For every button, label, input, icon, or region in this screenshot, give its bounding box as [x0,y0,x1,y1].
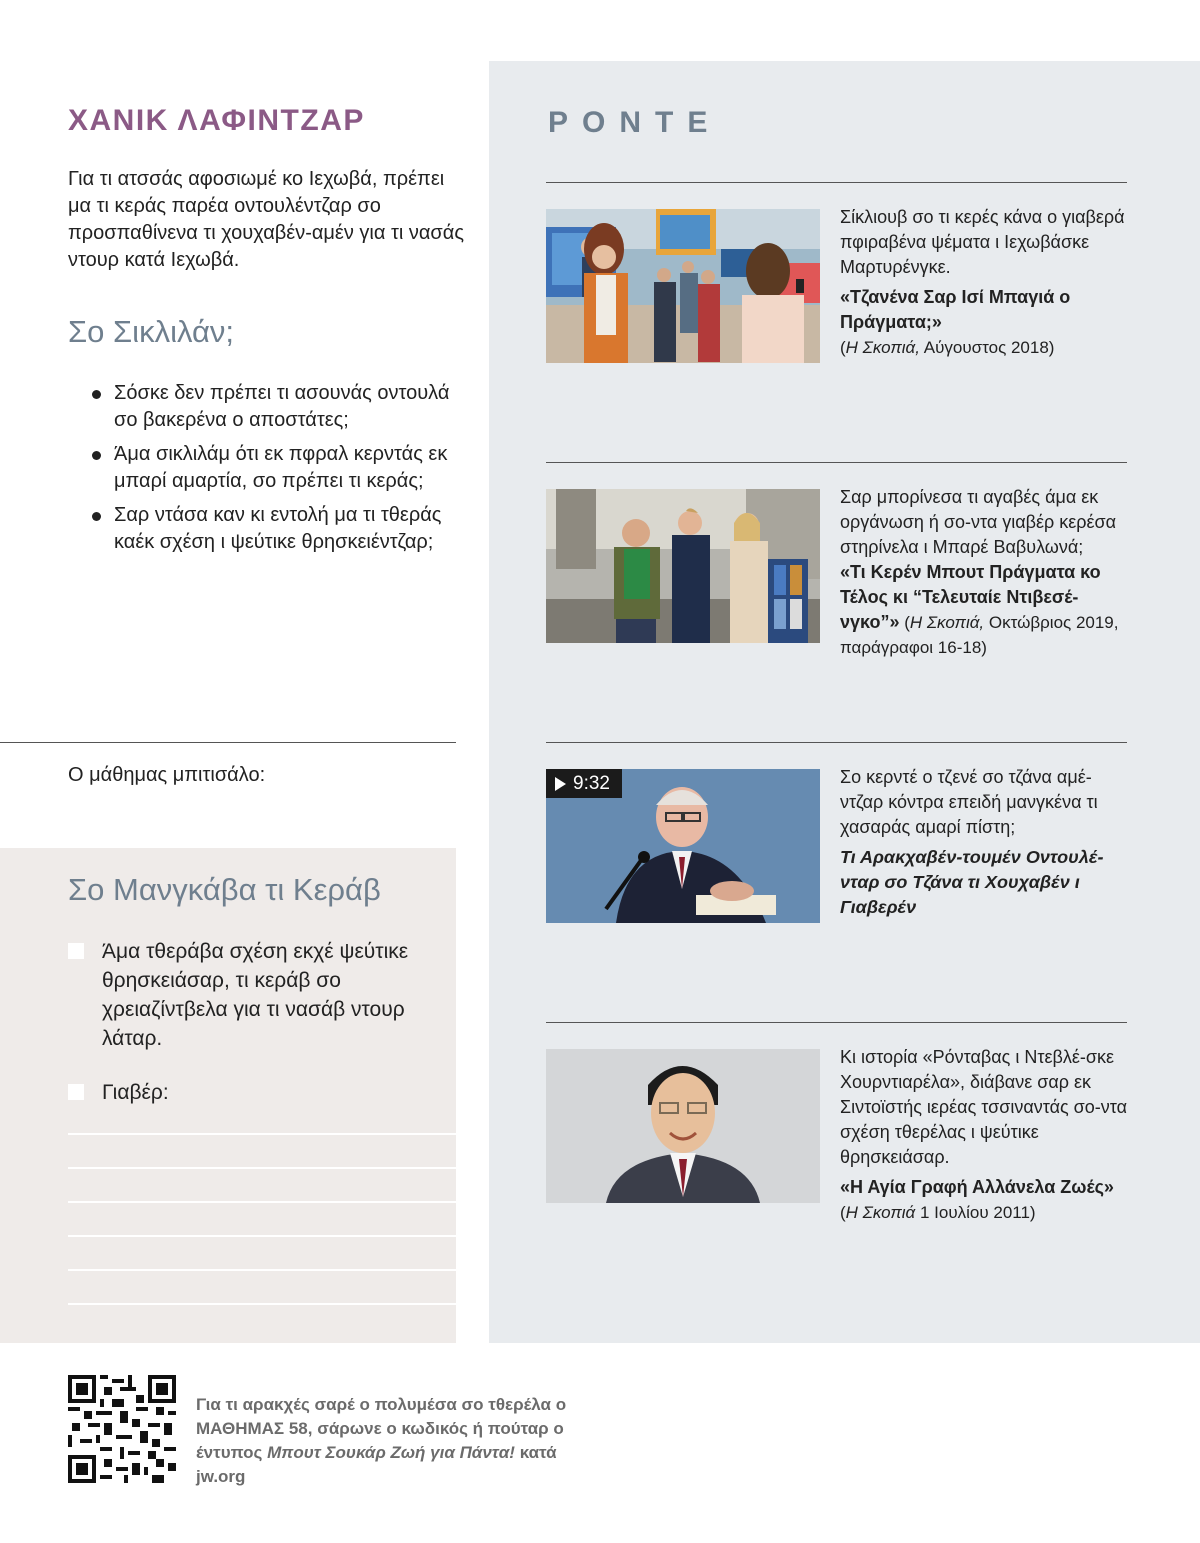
resource-title[interactable]: «Η Αγία Γραφή Αλλάνελα Ζωές» [840,1177,1114,1197]
writing-line[interactable] [68,1167,456,1169]
resource-video-thumbnail[interactable] [546,769,820,923]
resource-text [840,1045,1130,1225]
review-title: Σο Σικλιλάν; [68,314,235,349]
resource-source: (Η Σκοπιά 1 Ιουλίου 2011) [840,1203,1036,1222]
summary-text: Για τι ατσσάς αφοσιωμέ κο Ιεχωβά, πρέπει μα τι κεράς παρέα οντουλέντζαρ σο προσπαθίνενα τι χουχαβέν-αμέν για τι νασάς ντουρ κατά Ιεχωβά. [68,168,464,271]
illustration-people-phones-icon [546,209,820,363]
resource-description: Σαρ μπορίνεσα τι αγαβές άμα εκ οργάνωση ή σο-ντα γιαβέρ κερέσα στηρίνελα ι Μπαρέ Βαβυλωνά; [840,487,1117,557]
task-item-other[interactable]: Γιαβέρ: [68,1078,438,1107]
resource-image-smiling-man[interactable] [546,1049,820,1203]
play-icon [555,777,566,791]
task-title: Σο Μανγκάβα τι Κεράβ [68,872,381,907]
footer-text: Για τι αρακχές σαρέ ο πολυμέσα σο τθερέλα ο ΜΑΘΗΜΑΣ 58, σάρωνε ο κωδικός ή πούταρ ο έντυπος Μπουτ Σουκάρ Ζωή για Πάντα! κατά jw.org [196,1395,567,1486]
bullet-icon [92,512,101,521]
writing-line[interactable] [68,1133,456,1135]
resource-description: Σίκλιουβ σο τι κερές κάνα ο γιαβερά πφιραβένα ψέματα ι Ιεχωβάσκε Μαρτυρένγκε. [840,207,1125,277]
photo-smiling-man-icon [546,1049,820,1203]
divider [0,742,456,743]
lesson-completed-label: Ο μάθημας μπιτισάλο: [68,764,266,786]
resource-text [840,205,1130,360]
resource-text [840,765,1130,920]
video-duration-badge: 9:32 [546,769,622,798]
divider [546,182,1127,183]
writing-line[interactable] [68,1235,456,1237]
writing-line[interactable] [68,1201,456,1203]
qr-code-graphic [68,1375,176,1483]
qr-code-icon[interactable] [68,1375,176,1483]
task-item[interactable]: Άμα τθεράβα σχέση εκχέ ψεύτικε θρησκειάσαρ, τι κεράβ σο χρειαζίντβελα για τι νασάβ ντουρ λάταρ. [68,937,438,1053]
checkbox-icon[interactable] [68,1084,84,1100]
bullet-icon [92,390,101,399]
resource-source: (Η Σκοπιά, Αύγουστος 2018) [840,338,1055,357]
resource-source: (Η Σκοπιά, Οκτώβριος 2019, παράγραφοι 16-18) [840,613,1119,657]
review-question: Άμα σικλιλάμ ότι εκ πφραλ κερντάς εκ μπαρί αμαρτία, σο πρέπει τι κεράς; [90,441,460,495]
review-questions [90,380,460,563]
writing-line[interactable] [68,1269,456,1271]
book-title-link[interactable]: Μπουτ Σουκάρ Ζωή για Πάντα! [267,1443,515,1462]
review-question: Σόσκε δεν πρέπει τι ασουνάς οντουλά σο βακερένα ο αποστάτες; [90,380,460,434]
resource-text [840,485,1130,660]
resource-title[interactable]: Τι Αρακχαβέν-τουμέν Οντουλέ-νταρ σο Τζάνα τι Χουχαβέν ι Γιαβερέν [840,847,1104,917]
photo-street-witnessing-icon [546,489,820,643]
resource-description: Κι ιστορία «Ρόνταβας ι Ντεβλέ-σκε Χουρντιαρέλα», διάβανε σαρ εκ Σιντοϊστής ιερέας τσσιναντάς σο-ντα σχέση τθερέλας ι ψεύτικε θρησκειάσαρ. [840,1047,1128,1167]
resource-image-street-witnessing[interactable] [546,489,820,643]
resource-image-people-phones[interactable] [546,209,820,363]
checkbox-icon[interactable] [68,943,84,959]
summary-title: ΧΑΝΙΚ ΛΑΦΙΝΤΖΑΡ [68,104,365,137]
divider [546,1022,1127,1023]
resource-description: Σο κερντέ ο τζενέ σο τζάνα αμέ-ντζαρ κόντρα επειδή μανγκένα τι χασαράς αμαρί πίστη; [840,767,1098,837]
resource-title[interactable]: «Τζανένα Σαρ Ισί Μπαγιά ο Πράγματα;» [840,287,1071,332]
explore-title: ΡΟΝΤΕ [548,106,722,139]
divider [546,462,1127,463]
review-question: Σαρ ντάσα καν κι εντολή μα τι τθεράς καέκ σχέση ι ψεύτικε θρησκειέντζαρ; [90,502,460,556]
writing-line[interactable] [68,1303,456,1305]
bullet-icon [92,451,101,460]
resource-title[interactable]: «Τι Κερέν Μπουτ Πράγματα κο Τέλος κι “Τελευταίε Ντιβεσέ-νγκο”» [840,562,1101,632]
divider [546,742,1127,743]
